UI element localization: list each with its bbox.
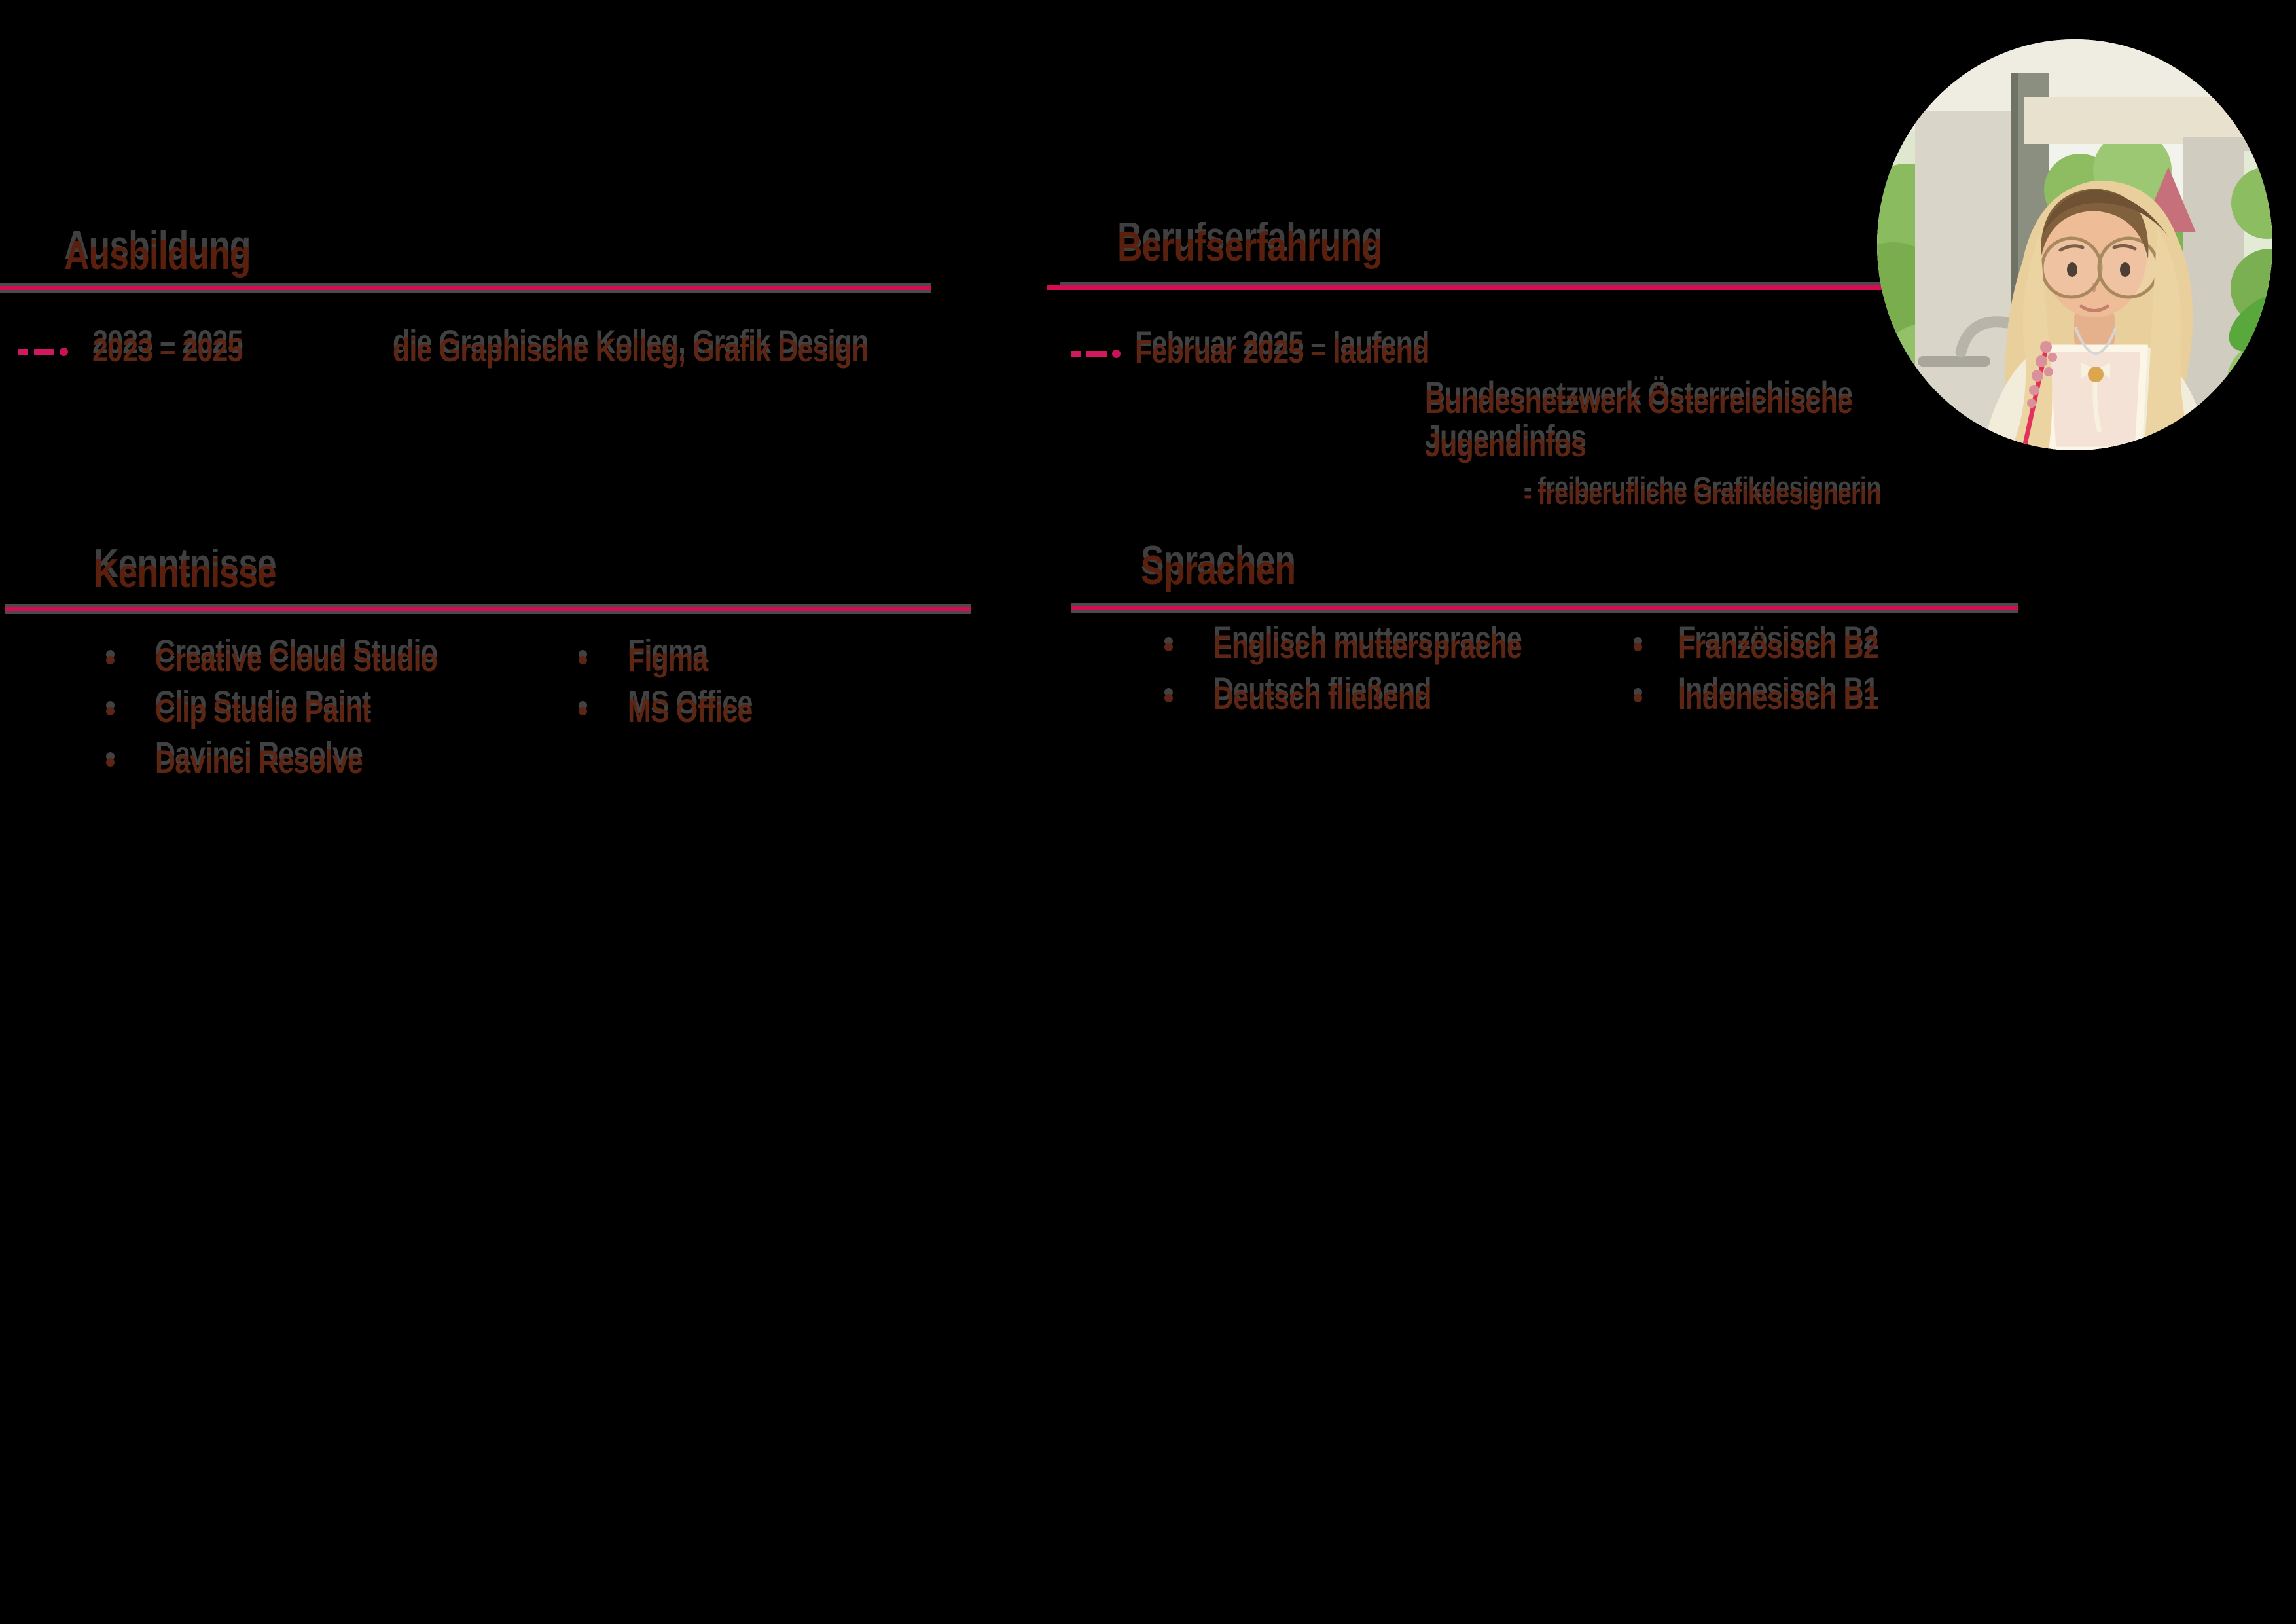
list-item [579,643,773,676]
skill-label: MS Office [628,693,753,729]
education-rule-pink-line [0,286,931,290]
skills-rule [5,604,971,614]
list-item [1634,630,1911,663]
experience-rule-pink-line [1047,285,1888,290]
bullet-icon [1634,643,1642,651]
skill-label: Figma [628,641,708,678]
language-label: Indonesisch B1 [1678,679,1878,716]
bullet-icon [1164,694,1173,702]
bullet-icon [1164,643,1173,651]
language-label: Englisch muttersprache [1213,628,1522,665]
bullet-icon [106,656,115,664]
list-item [106,643,483,676]
experience-role: - freiberufliche Grafikdesignerin [1524,478,1881,511]
skills-rule-pink-line [5,607,971,611]
skill-label: Davinci Resolve [155,744,363,780]
list-item [1164,681,1572,714]
profile-photo-illustration [1877,39,2272,450]
bullet-icon [106,758,115,767]
list-item [1164,630,1572,663]
skill-label: Creative Cloud Studio [155,641,438,678]
skills-list-column2 [579,643,773,746]
bullet-icon [579,656,587,664]
education-period: 2023 – 2025 [92,332,243,369]
languages-rule-pink-line [1071,606,2018,610]
list-item [106,695,483,727]
language-label: Französisch B2 [1678,628,1878,665]
experience-period: Februar 2025 – laufend [1135,333,1429,370]
bullet-icon [1634,694,1642,702]
education-rule [0,283,931,293]
experience-section-title: Berufserfahrung [1117,225,1382,270]
experience-organization-line2: Jugendinfos [1425,427,1587,463]
skills-section-title: Kenntnisse [94,551,276,596]
languages-rule [1071,603,2018,613]
education-timeline-marker-icon [18,348,68,356]
bullet-icon [579,707,587,715]
profile-photo [1877,39,2272,450]
languages-list-column1 [1164,630,1572,732]
list-item [1634,681,1911,714]
experience-organization-line1: Bundesnetzwerk Österreichische [1425,384,1852,420]
education-section-title: Ausbildung [64,233,251,278]
skill-label: Clip Studio Paint [155,693,371,729]
list-item [106,746,483,778]
skills-list-column1 [106,643,483,797]
bullet-icon [106,707,115,715]
languages-section-title: Sprachen [1141,548,1296,593]
languages-list-column2 [1634,630,1911,732]
education-institution: die Graphische Kolleg, Grafik Design [393,332,869,369]
language-label: Deutsch fließend [1213,679,1431,716]
list-item [579,695,773,727]
experience-timeline-marker-icon [1071,350,1121,358]
